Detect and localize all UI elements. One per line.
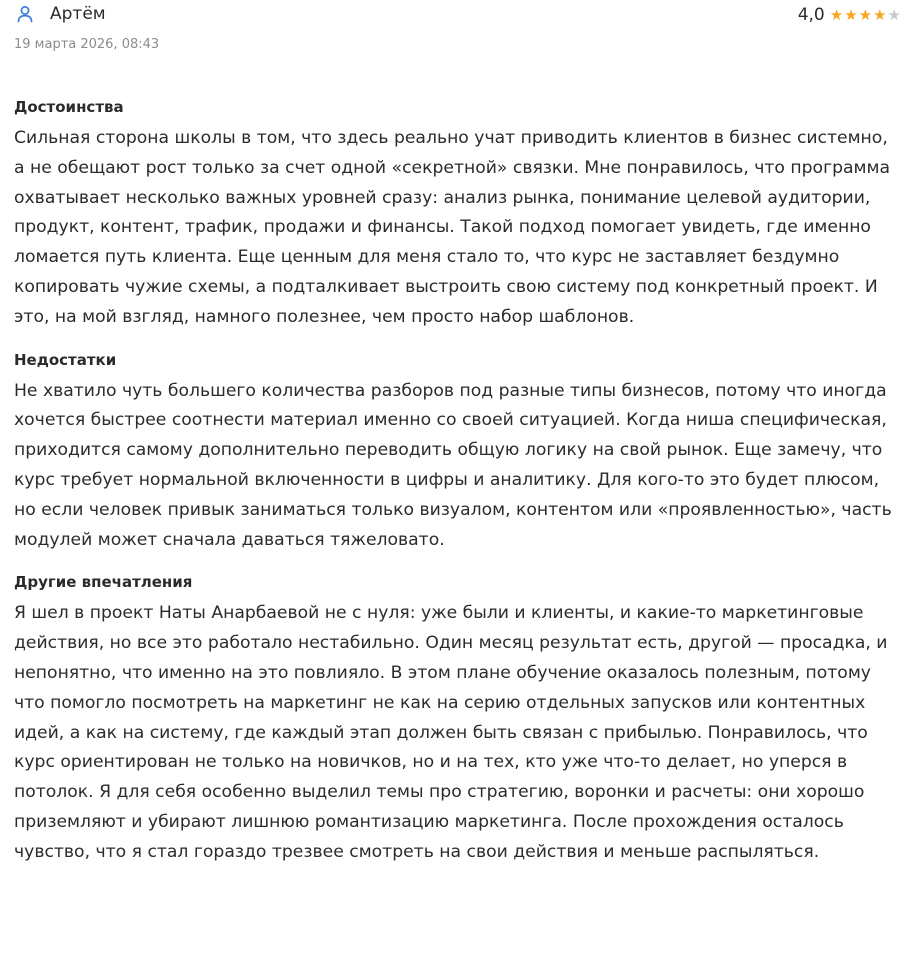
section-text: Не хватило чуть большего количества разборов под разные типы бизнесов, потому что иногда хочется быстрее соотнести материал именно со своей ситуацией. Когда ниша специфическая, приходится самому дополнительно переводить общую логику на свой рынок. Еще замечу, что курс требует нормальной включенности в цифры и аналитику. Для кого-то это будет плюсом, но если человек привык заниматься только визуалом, контентом или «проявленностью», часть модулей может сначала даваться тяжеловато. xyxy=(14,380,892,550)
review-date: 19 марта 2026, 08:43 xyxy=(14,37,160,52)
section-title: Недостатки xyxy=(14,350,117,369)
section-title: Достоинства xyxy=(14,98,124,116)
star-filled-icon: ★ xyxy=(844,5,858,24)
section-title: Другие впечатления xyxy=(14,573,193,592)
star-filled-icon: ★ xyxy=(873,5,887,24)
rating-stars xyxy=(829,5,901,24)
section-pros xyxy=(14,96,901,333)
review-header xyxy=(14,0,901,96)
star-filled-icon: ★ xyxy=(858,5,873,24)
review-body xyxy=(14,96,901,868)
star-empty-icon: ★ xyxy=(887,5,901,24)
section-other-impressions xyxy=(14,571,901,867)
section-text: Сильная сторона школы в том, что здесь реально учат приводить клиентов в бизнес системно, а не обещают рост только за счет одной «секретной» связки. Мне понравилось, что программа охватывает несколько важных уровней сразу: анализ рынка, понимание целевой аудитории, продукт, контент, трафик, продажи и финансы. Такой подход помогает увидеть, где именно ломается путь клиента. Еще ценным для меня стало то, что курс не заставляет бездумно копировать чужие схемы, а подталкивает выстроить свою систему под конкретный проект. И это, на мой взгляд, намного полезнее, чем просто набор шаблонов. xyxy=(14,128,891,327)
section-text: Я шел в проект Наты Анарбаевой не с нуля: уже были и клиенты, и какие-то маркетинговые действия, но все это работало нестабильно. Один месяц результат есть, другой — просадка, и непонятно, что именно на это повлияло. В этом плане обучение оказалось полезным, потому что помогло посмотреть на маркетинг не как на серию отдельных запусков или контентных идей, а как на систему, где каждый этап должен быть связан с прибылью. Понравилось, что курс ориентирован не только на новичков, но и на тех, кто уже что-то делает, но уперся в потолок. Я для себя особенно выделил темы про стратегию, воронки и расчеты: они хорошо приземляют и убирают лишнюю романтизацию маркетинга. После прохождения осталось чувство, что я стал гораздо трезвее смотреть на свои действия и меньше распыляться. xyxy=(14,603,888,862)
author xyxy=(14,2,106,26)
rating-value: 4,0 xyxy=(797,5,825,25)
author-name: Артём xyxy=(50,4,106,24)
section-cons xyxy=(14,349,901,556)
rating xyxy=(798,4,901,26)
user-icon xyxy=(14,3,36,25)
star-filled-icon: ★ xyxy=(829,5,844,24)
